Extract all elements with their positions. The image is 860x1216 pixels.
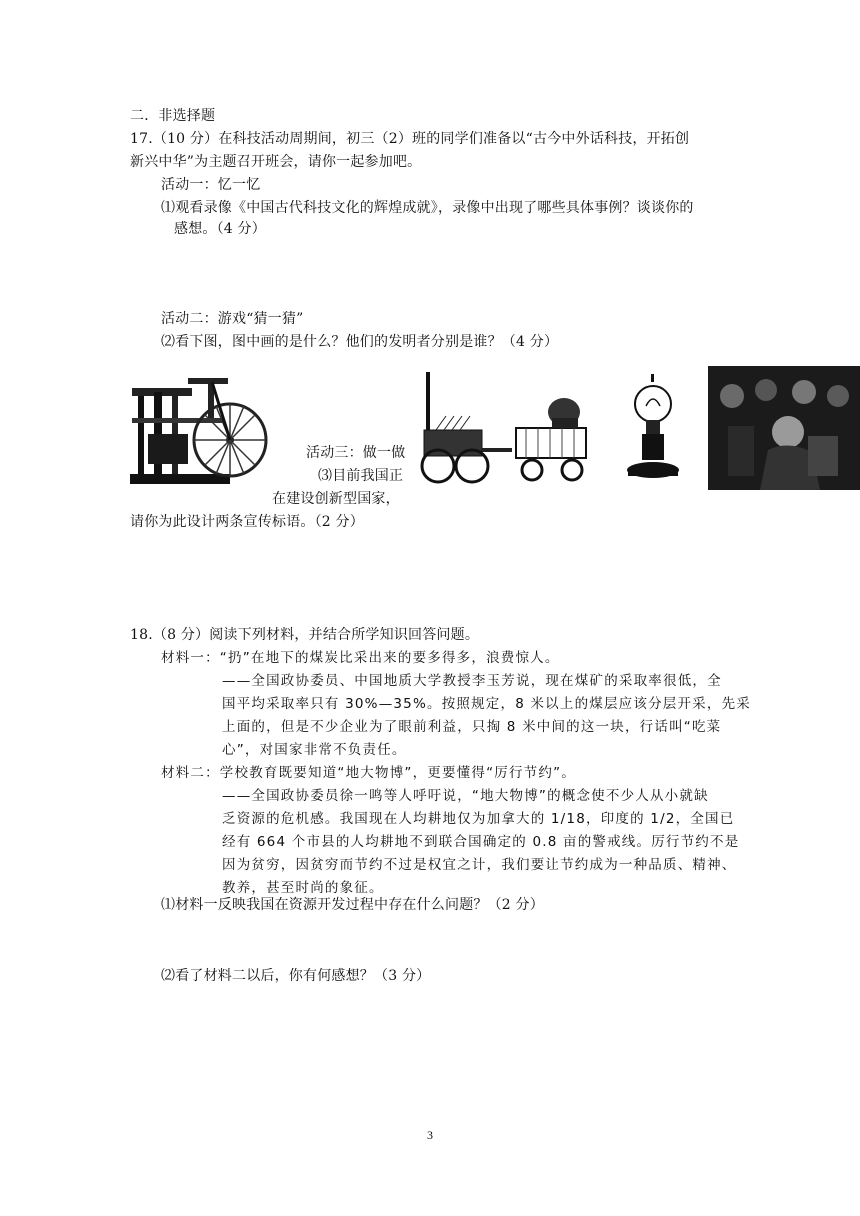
- q17-sub1-line1: ⑴观看录像《中国古代科技文化的辉煌成就》，录像中出现了哪些具体事例？谈谈你的: [161, 200, 694, 216]
- q17-sub3-line1: ⑶目前我国正: [318, 468, 404, 484]
- q18-material1-line2: 国平均采取率只有 30%—35%。按照规定，8 米以上的煤层应该分层开采，先采: [222, 696, 751, 712]
- q17-sub1-line2: 感想。（4 分）: [174, 221, 266, 237]
- q17-sub3-line2: 在建设创新型国家，: [272, 491, 400, 507]
- q17-sub3-line3: 请你为此设计两条宣传标语。（2 分）: [130, 514, 364, 530]
- q18-sub1: ⑴材料一反映我国在资源开发过程中存在什么问题？（2 分）: [161, 897, 544, 913]
- q18-sub2: ⑵看了材料二以后，你有何感想？（3 分）: [161, 968, 431, 984]
- q18-material2-line5: 教养，甚至时尚的象征。: [222, 880, 384, 896]
- q18-material2-line3: 经有 664 个市县的人均耕地不到联合国确定的 0.8 亩的警戒线。厉行节约不是: [222, 834, 740, 850]
- q17-sub2: ⑵看下图，图中画的是什么？他们的发明者分别是谁？（4 分）: [161, 334, 559, 350]
- locomotive-image: [416, 370, 594, 490]
- q18-material1-line3: 上面的，但是不少企业为了眼前利益，只掏 8 米中间的这一块，行话叫“吃菜: [222, 719, 722, 735]
- q18-material1-line1: ——全国政协委员、中国地质大学教授李玉芳说，现在煤矿的采取率很低，全: [222, 673, 722, 689]
- q17-line1: 17.（10 分）在科技活动周期间，初三（2）班的同学们准备以“古今中外话科技，开拓创: [130, 131, 690, 147]
- page-number: 3: [427, 1128, 433, 1142]
- q17-activity1: 活动一：忆一忆: [161, 177, 261, 193]
- q18-material1-line4: 心”，对国家非常不负责任。: [222, 742, 407, 758]
- q18-material2-title: 材料二：学校教育既要知道“地大物博”，更要懂得“厉行节约”。: [161, 765, 576, 781]
- q18-material2-line4: 因为贫穷，因贫穷而节约不过是权宜之计，我们要让节约成为一种品质、精神、: [222, 857, 737, 873]
- q17-activity3: 活动三：做一做: [306, 445, 406, 461]
- q17-line2: 新兴中华”为主题召开班会，请你一起参加吧。: [130, 154, 422, 170]
- q18-line1: 18.（8 分）阅读下列材料，并结合所学知识回答问题。: [130, 627, 480, 643]
- light-bulb-image: [624, 374, 682, 484]
- section-title: 二．非选择题: [130, 108, 216, 124]
- steam-engine-image: [128, 378, 270, 490]
- telephone-photo-image: [708, 366, 860, 490]
- q18-material1-title: 材料一：“扔”在地下的煤炭比采出来的要多得多，浪费惊人。: [161, 650, 560, 666]
- q17-activity2: 活动二：游戏“猜一猜”: [161, 311, 304, 327]
- q18-material2-line1: ——全国政协委员徐一鸣等人呼吁说，“地大物博”的概念使不少人从小就缺: [222, 788, 709, 804]
- q18-material2-line2: 乏资源的危机感。我国现在人均耕地仅为加拿大的 1/18，印度的 1/2，全国已: [222, 811, 735, 827]
